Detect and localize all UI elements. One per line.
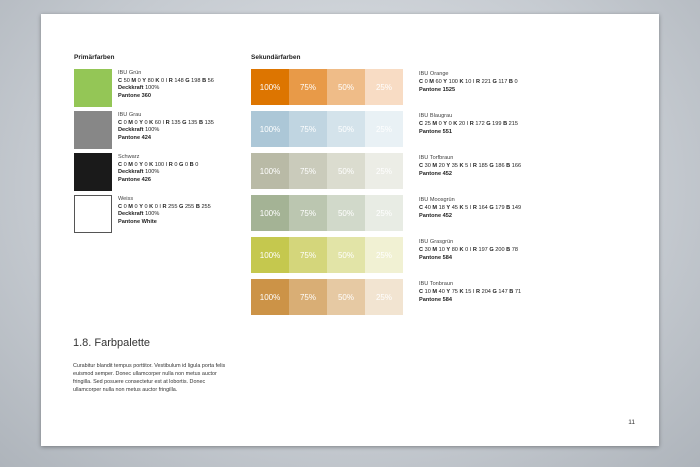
color-pantone: Pantone 452 [419, 171, 452, 177]
secondary-color-info [419, 280, 521, 304]
tint-swatch: 100% [251, 153, 289, 189]
tint-swatch: 50% [327, 69, 365, 105]
color-spec: C 30 M 10 Y 80 K 0 I R 197 G 200 B 78 [419, 247, 518, 253]
tint-swatch: 100% [251, 237, 289, 273]
primary-color-swatch [74, 111, 112, 149]
tint-swatch: 25% [365, 69, 403, 105]
primary-color-swatch [74, 69, 112, 107]
primary-color-info [118, 154, 198, 184]
tint-swatch: 75% [289, 111, 327, 147]
tint-swatch: 50% [327, 111, 365, 147]
tint-swatch: 25% [365, 237, 403, 273]
color-name: IBU Moosgrün [419, 197, 455, 203]
secondary-color-info [419, 196, 521, 220]
primary-color-info [118, 70, 214, 100]
color-name: IBU Blaugrau [419, 113, 453, 119]
secondary-color-row [251, 111, 611, 147]
color-spec: C 0 M 0 Y 0 K 100 I R 0 G 0 B 0 [118, 161, 199, 168]
secondary-color-row [251, 153, 611, 189]
secondary-colors-heading: Sekundärfarben [251, 54, 301, 61]
tint-swatch: 50% [327, 279, 365, 315]
tint-swatch: 25% [365, 111, 403, 147]
tint-swatch: 50% [327, 237, 365, 273]
color-name: Schwarz [118, 154, 140, 160]
section-body-text: Curabitur blandit tempus porttitor. Vestibulum id ligula porta felis euismod semper. Donec ullamcorper nulla non metus auctor fringilla. Sed posuere consectetur est at lobortis. Donec ullamcorper nulla non metus auctor fringilla. [73, 363, 226, 393]
tint-swatch: 100% [251, 195, 289, 231]
color-pantone: Pantone White [118, 218, 157, 225]
primary-color-row [74, 69, 244, 107]
color-spec: C 0 M 0 Y 0 K 60 I R 135 G 135 B 135 [118, 119, 214, 126]
color-pantone: Pantone 584 [419, 297, 452, 303]
color-name: IBU Grasgrün [419, 239, 454, 245]
color-pantone: Pantone 360 [118, 92, 151, 99]
color-name: IBU Grün [118, 70, 142, 76]
secondary-color-info [419, 154, 521, 178]
color-name: IBU Grau [118, 112, 142, 118]
color-pantone: Pantone 452 [419, 213, 452, 219]
tint-swatch: 25% [365, 153, 403, 189]
color-pantone: Pantone 424 [118, 134, 151, 141]
color-pantone: Pantone 426 [118, 176, 151, 183]
color-pantone: Pantone 584 [419, 255, 452, 261]
color-opacity: Deckkraft 100% [118, 211, 160, 218]
section-title: 1.8. Farbpalette [73, 337, 151, 349]
primary-color-row [74, 111, 244, 149]
color-spec: C 50 M 0 Y 80 K 0 I R 148 G 198 B 56 [118, 77, 214, 84]
color-spec: C 0 M 0 Y 0 K 0 I R 255 G 255 B 255 [118, 203, 211, 210]
secondary-color-row [251, 195, 611, 231]
color-spec: C 40 M 18 Y 45 K 5 I R 164 G 179 B 149 [419, 205, 522, 211]
color-spec: C 25 M 0 Y 0 K 20 I R 172 G 199 B 215 [419, 121, 519, 127]
page-number: 11 [628, 419, 635, 426]
color-name: IBU Tonbraun [419, 281, 454, 287]
document-page [41, 14, 659, 446]
color-pantone: Pantone 1525 [419, 87, 456, 93]
tint-swatch: 25% [365, 279, 403, 315]
color-name: IBU Torfbraun [419, 155, 454, 161]
color-opacity: Deckkraft 100% [118, 85, 160, 92]
primary-color-swatch [74, 153, 112, 191]
tint-swatch: 75% [289, 195, 327, 231]
tint-swatch: 100% [251, 111, 289, 147]
tint-swatch: 75% [289, 279, 327, 315]
primary-colors-heading: Primärfarben [74, 54, 115, 61]
primary-color-swatch [74, 195, 112, 233]
tint-swatch: 25% [365, 195, 403, 231]
tint-swatch: 50% [327, 195, 365, 231]
tint-swatch: 75% [289, 69, 327, 105]
tint-swatch: 75% [289, 153, 327, 189]
secondary-color-info [419, 112, 518, 136]
primary-color-row [74, 153, 244, 191]
primary-color-info [118, 196, 211, 226]
tint-swatch: 75% [289, 237, 327, 273]
color-name: Weiss [118, 196, 134, 202]
color-opacity: Deckkraft 100% [118, 169, 160, 176]
secondary-color-info [419, 238, 518, 262]
tint-swatch: 50% [327, 153, 365, 189]
secondary-color-info [419, 70, 518, 94]
color-name: IBU Orange [419, 71, 449, 77]
color-opacity: Deckkraft 100% [118, 127, 160, 134]
color-pantone: Pantone 551 [419, 129, 452, 135]
color-spec: C 0 M 60 Y 100 K 10 I R 221 G 117 B 0 [419, 79, 518, 85]
secondary-color-row [251, 279, 611, 315]
tint-swatch: 100% [251, 279, 289, 315]
secondary-color-row [251, 237, 611, 273]
tint-swatch: 100% [251, 69, 289, 105]
primary-color-row [74, 195, 244, 233]
color-spec: C 30 M 20 Y 35 K 5 I R 185 G 186 B 166 [419, 163, 522, 169]
color-spec: C 10 M 40 Y 75 K 15 I R 204 G 147 B 71 [419, 289, 522, 295]
secondary-color-row [251, 69, 611, 105]
primary-color-info [118, 112, 214, 142]
